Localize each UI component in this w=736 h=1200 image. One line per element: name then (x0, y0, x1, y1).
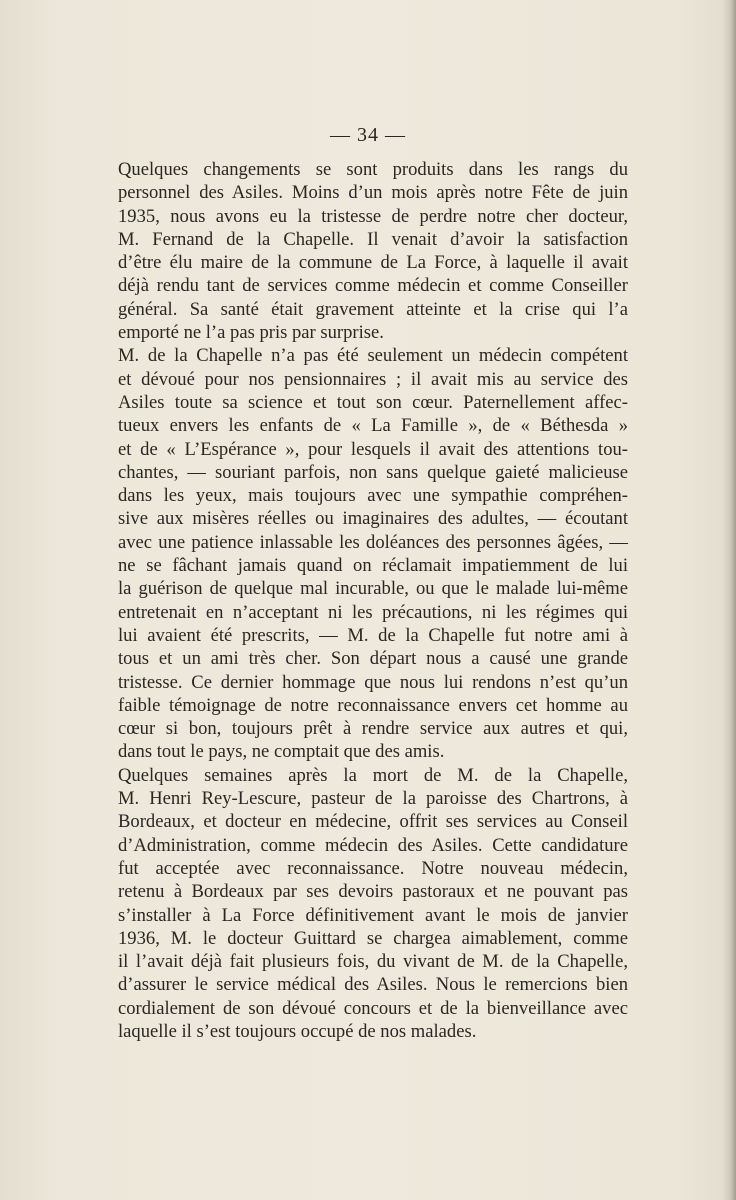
text-line: M. Henri Rey-Lescure, pasteur de la paroisse des Chartrons, à (118, 788, 628, 810)
text-line: avec une patience inlassable les doléances des personnes âgées, — (118, 531, 628, 553)
text-line: tous et un ami très cher. Son départ nous a causé une grande (118, 648, 628, 670)
text-line: 1936, M. le docteur Guittard se chargea aimablement, comme (118, 927, 628, 949)
text-line: s’installer à La Force définitivement avant le mois de janvier (118, 904, 628, 926)
text-line: tristesse. Ce dernier hommage que nous lui rendons n’est qu’un (118, 671, 628, 693)
text-line: cœur si bon, toujours prêt à rendre service aux autres et qui, (118, 718, 628, 740)
text-line: d’Administration, comme médecin des Asiles. Cette candidature (118, 834, 628, 856)
text-line: d’assurer le service médical des Asiles. Nous le remercions bien (118, 974, 628, 996)
text-line: ne se fâchant jamais quand on réclamait impatiemment de lui (118, 555, 628, 577)
text-line: tueux envers les enfants de « La Famille », de « Béthesda » (118, 415, 628, 437)
text-line: et de « L’Espérance », pour lesquels il avait des attentions tou- (118, 438, 628, 460)
text-line: sive aux misères réelles ou imaginaires des adultes, — écoutant (118, 508, 628, 530)
text-line: dans tout le pays, ne comptait que des amis. (118, 741, 445, 763)
body-text (118, 158, 628, 1043)
text-line: la guérison de quelque mal incurable, ou que le malade lui-même (118, 578, 628, 600)
paragraph-3 (118, 764, 628, 1044)
paragraph-2 (118, 344, 628, 763)
text-line: cordialement de son dévoué concours et de la bienveillance avec (118, 997, 628, 1019)
text-line: d’être élu maire de la commune de La Force, à laquelle il avait (118, 252, 628, 274)
text-line: et dévoué pour nos pensionnaires ; il avait mis au service des (118, 368, 628, 390)
text-line: fut acceptée avec reconnaissance. Notre nouveau médecin, (118, 857, 628, 879)
text-line: Bordeaux, et docteur en médecine, offrit ses services au Conseil (118, 811, 628, 833)
text-line: Quelques semaines après la mort de M. de la Chapelle, (118, 764, 628, 786)
text-line: Quelques changements se sont produits dans les rangs du (118, 159, 628, 180)
text-line: Asiles toute sa science et tout son cœur. Paternellement affec- (118, 391, 628, 413)
text-line: laquelle il s’est toujours occupé de nos malades. (118, 1020, 477, 1042)
text-line: 1935, nous avons eu la tristesse de perdre notre cher docteur, (118, 205, 628, 227)
text-line: général. Sa santé était gravement atteinte et la crise qui l’a (118, 298, 628, 320)
text-line: dans les yeux, mais toujours avec une sympathie compréhen- (118, 485, 628, 507)
text-line: emporté ne l’a pas pris par surprise. (118, 322, 384, 344)
text-line: M. de la Chapelle n’a pas été seulement un médecin compétent (118, 345, 628, 367)
text-line: il l’avait déjà fait plusieurs fois, du vivant de M. de la Chapelle, (118, 951, 628, 973)
text-line: lui avaient été prescrits, — M. de la Chapelle fut notre ami à (118, 624, 628, 646)
text-line: faible témoignage de notre reconnaissance envers cet homme au (118, 694, 628, 716)
text-line: chantes, — souriant parfois, non sans quelque gaieté malicieuse (118, 461, 628, 483)
paragraph-1 (118, 158, 628, 344)
page-number: — 34 — (330, 124, 406, 146)
text-line: entretenait en n’acceptant ni les précautions, ni les régimes qui (118, 601, 628, 623)
text-line: déjà rendu tant de services comme médecin et comme Conseiller (118, 275, 628, 297)
page-edge-shadow (722, 0, 736, 1200)
text-line: M. Fernand de la Chapelle. Il venait d’avoir la satisfaction (118, 228, 628, 250)
text-line: retenu à Bordeaux par ses devoirs pastoraux et ne pouvant pas (118, 881, 628, 903)
text-line: personnel des Asiles. Moins d’un mois après notre Fête de juin (118, 182, 628, 204)
